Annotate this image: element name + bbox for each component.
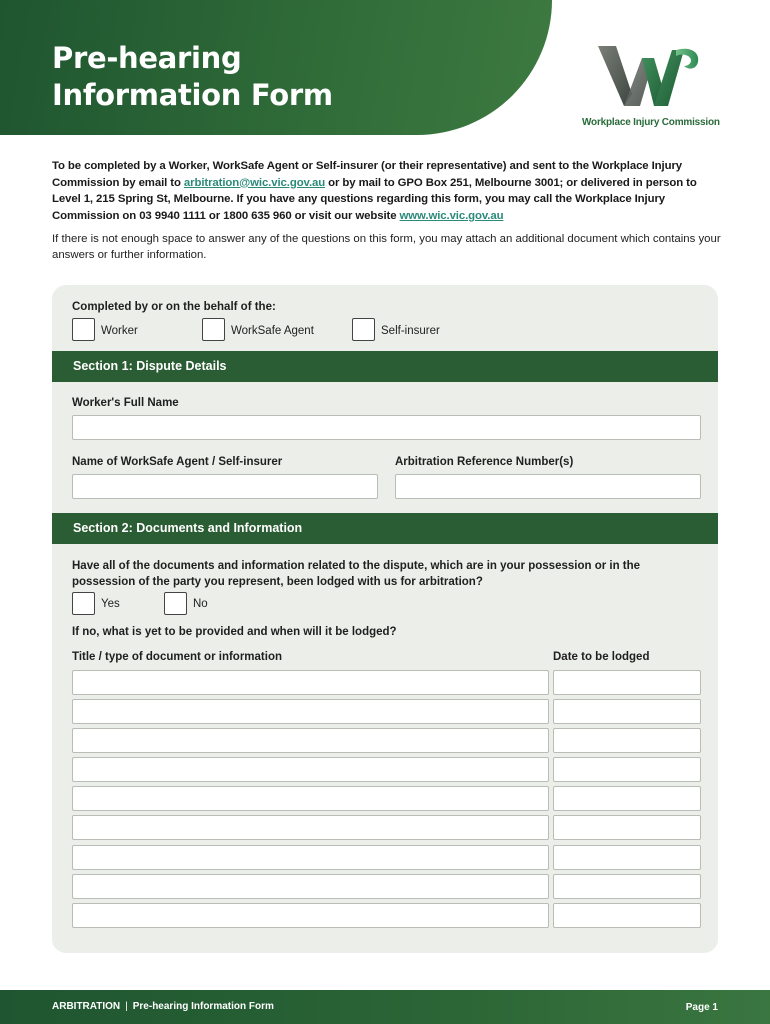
footer-form-name: Pre-hearing Information Form [132, 1001, 274, 1012]
footer-section: ARBITRATION [52, 1001, 121, 1012]
document-title-input[interactable] [72, 815, 549, 840]
date-lodged-input[interactable] [553, 815, 701, 840]
header-banner [0, 0, 552, 135]
document-title-input[interactable] [72, 845, 549, 870]
yes-label: Yes [101, 598, 120, 610]
reference-number-label: Arbitration Reference Number(s) [395, 456, 574, 468]
no-label: No [193, 598, 208, 610]
page-title-line1: Pre-hearing [52, 41, 242, 75]
wic-logo [582, 44, 722, 134]
page-title-line2: Information Form [52, 78, 333, 112]
document-title-input[interactable] [72, 757, 549, 782]
email-link[interactable]: arbitration@wic.vic.gov.au [183, 176, 326, 189]
worker-name-label: Worker's Full Name [72, 397, 179, 409]
page-title [52, 40, 333, 114]
agent-name-label: Name of WorkSafe Agent / Self-insurer [72, 456, 283, 468]
form-panel [52, 285, 718, 953]
documents-lodged-question: Have all of the documents and information related to the dispute, which are in your possession or in the possession of the party you represent, been lodged with us for arbitration? [72, 560, 641, 588]
worksafe-agent-checkbox[interactable] [202, 318, 225, 341]
document-title-input[interactable] [72, 699, 549, 724]
document-title-input[interactable] [72, 903, 549, 928]
date-lodged-input[interactable] [553, 874, 701, 899]
intro-paragraph [52, 158, 722, 225]
worker-name-input[interactable] [72, 415, 701, 440]
section1-header: Section 1: Dispute Details [52, 351, 718, 382]
document-title-input[interactable] [72, 786, 549, 811]
org-name: Workplace Injury Commission [582, 117, 720, 128]
date-lodged-input[interactable] [553, 903, 701, 928]
date-lodged-input[interactable] [553, 699, 701, 724]
document-title-input[interactable] [72, 728, 549, 753]
footer-separator: | [125, 1001, 128, 1012]
worker-checkbox-label: Worker [101, 325, 138, 337]
agent-name-input[interactable] [72, 474, 378, 499]
worker-checkbox[interactable] [72, 318, 95, 341]
yes-checkbox[interactable] [72, 592, 95, 615]
section2-header: Section 2: Documents and Information [52, 513, 718, 544]
self-insurer-checkbox[interactable] [352, 318, 375, 341]
completed-by-label: Completed by or on the behalf of the: [72, 301, 276, 313]
date-lodged-column-label: Date to be lodged [553, 651, 650, 663]
attachment-note: If there is not enough space to answer any of the questions on this form, you may attach an additional document which contains your answers or further information. [52, 233, 721, 261]
date-lodged-input[interactable] [553, 728, 701, 753]
no-checkbox[interactable] [164, 592, 187, 615]
date-lodged-input[interactable] [553, 845, 701, 870]
date-lodged-input[interactable] [553, 786, 701, 811]
worksafe-agent-checkbox-label: WorkSafe Agent [231, 325, 314, 337]
document-title-column-label: Title / type of document or information [72, 651, 282, 663]
page-number: Page 1 [685, 1002, 718, 1013]
document-title-input[interactable] [72, 670, 549, 695]
document-title-input[interactable] [72, 874, 549, 899]
wic-logo-icon [598, 44, 702, 108]
date-lodged-input[interactable] [553, 670, 701, 695]
reference-number-input[interactable] [395, 474, 701, 499]
website-link[interactable]: www.wic.vic.gov.au [399, 210, 504, 223]
self-insurer-checkbox-label: Self-insurer [381, 325, 440, 337]
intro-text-1: To be completed by a Worker, WorkSafe Agent or Self-insurer (or their representative) and sent to the Workplace Injury Commission by email to [52, 160, 683, 189]
date-lodged-input[interactable] [553, 757, 701, 782]
page-footer [0, 990, 770, 1024]
followup-question: If no, what is yet to be provided and when will it be lodged? [72, 626, 397, 638]
footer-title [52, 1001, 274, 1012]
intro-text-2: or by mail to GPO Box 251, Melbourne 3001; or delivered in person to Level 1, 215 Spring St, Melbourne. If you have any questions regarding this form, you may call the Workplace Injury Commission on 03 9940 1111 or 1800 635 960 or visit our website [52, 176, 697, 223]
